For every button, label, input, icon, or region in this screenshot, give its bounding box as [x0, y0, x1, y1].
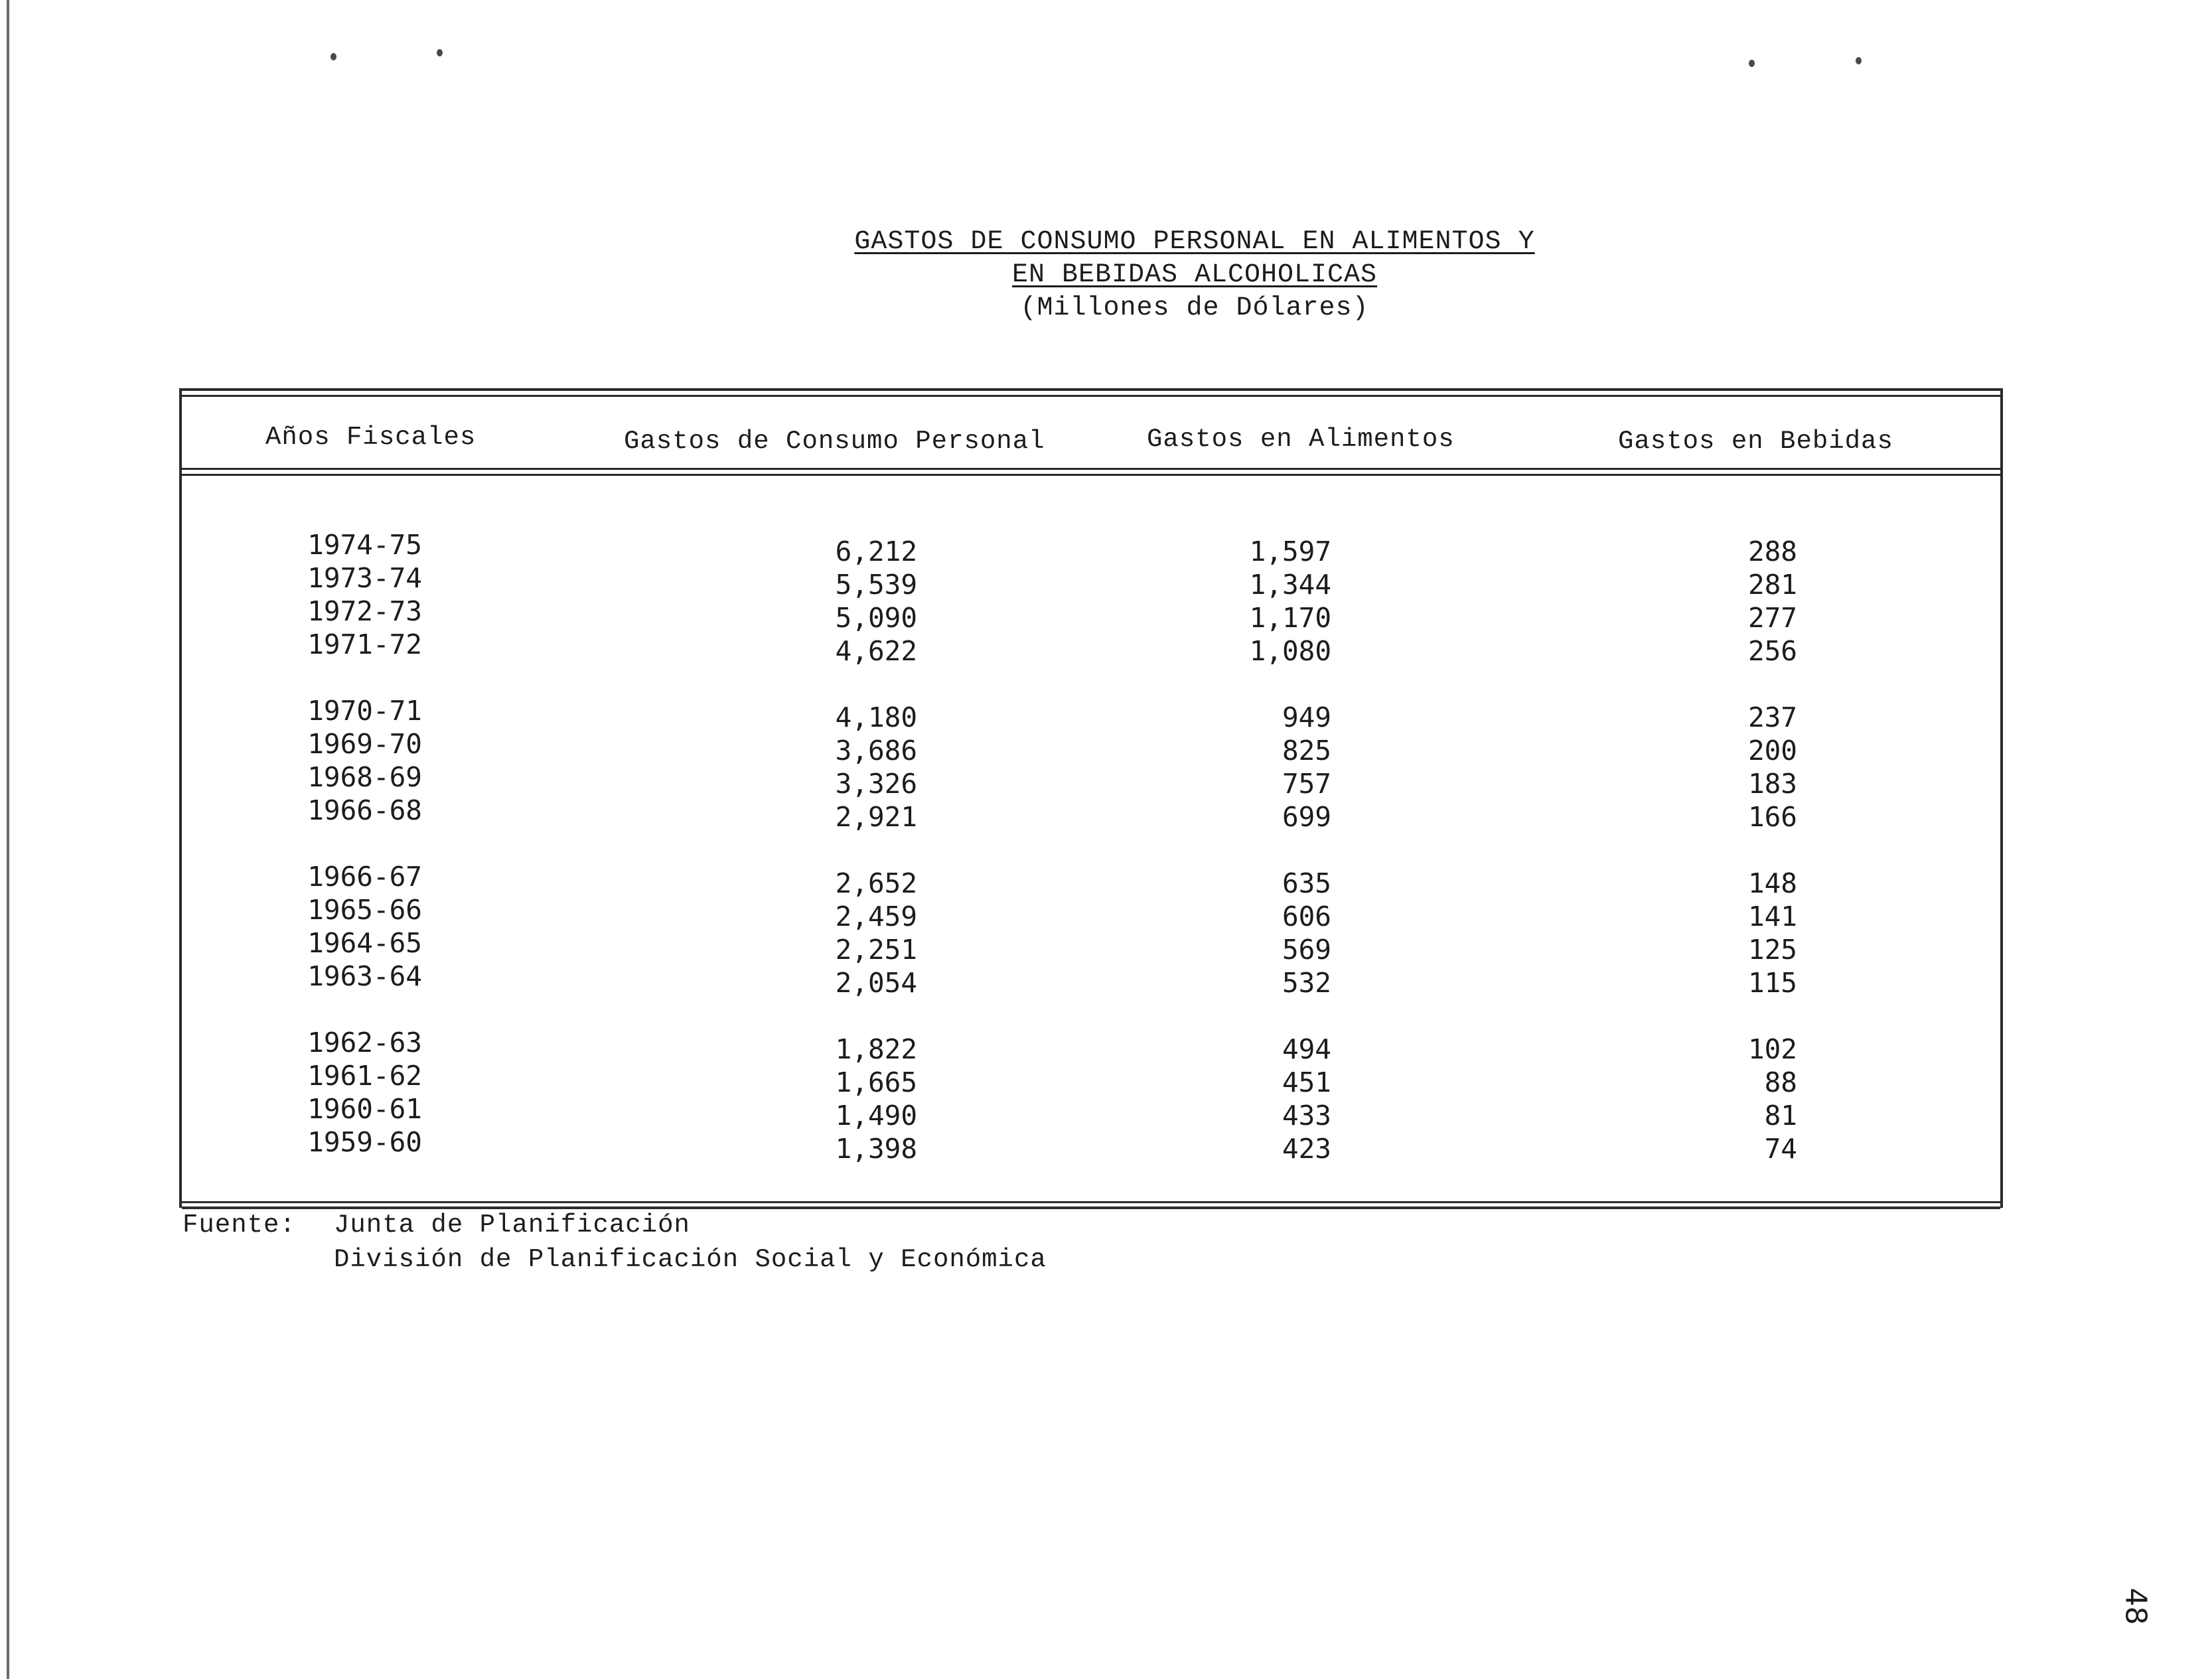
table-cell-consumo: 5,090 [835, 602, 917, 634]
table-cell-bebidas: 102 [1747, 1033, 1797, 1065]
page-number: 48 [2118, 1587, 2153, 1625]
table-cell-consumo: 3,686 [835, 735, 917, 767]
table-cell-alimentos: 569 [1282, 934, 1331, 966]
table-cell-alimentos: 699 [1282, 801, 1331, 833]
table-cell-alimentos: 949 [1282, 701, 1331, 733]
table-cell-consumo: 6,212 [835, 536, 917, 567]
table-cell-alimentos: 606 [1282, 901, 1331, 932]
table-cell-bebidas: 125 [1747, 934, 1797, 966]
table-cell-year: 1969-70 [307, 728, 422, 760]
table-cell-alimentos: 825 [1282, 735, 1331, 767]
table-cell-year: 1968-69 [307, 761, 422, 793]
table-cell-alimentos: 1,597 [1249, 536, 1331, 567]
scan-speck [1856, 57, 1862, 64]
table-cell-alimentos: 451 [1282, 1066, 1331, 1098]
table-cell-bebidas: 141 [1747, 901, 1797, 932]
table-cell-bebidas: 288 [1747, 536, 1797, 567]
scan-edge [7, 0, 9, 1679]
table-cell-year: 1959-60 [307, 1126, 422, 1158]
table-cell-consumo: 3,326 [835, 768, 917, 800]
table-cell-alimentos: 1,080 [1249, 635, 1331, 667]
table-cell-consumo: 1,398 [835, 1133, 917, 1165]
table-cell-bebidas: 256 [1747, 635, 1797, 667]
table-cell-alimentos: 757 [1282, 768, 1331, 800]
table-title [664, 226, 1726, 325]
header-gastos-bebidas: Gastos en Bebidas [1618, 427, 1893, 456]
table-cell-bebidas: 81 [1764, 1100, 1797, 1132]
header-gastos-alimentos: Gastos en Alimentos [1147, 425, 1455, 454]
table-cell-bebidas: 277 [1747, 602, 1797, 634]
header-bottom-rule [182, 474, 2000, 476]
table-cell-consumo: 5,539 [835, 569, 917, 601]
table-cell-consumo: 2,459 [835, 901, 917, 932]
source-line-1: Junta de Planificación [334, 1210, 690, 1240]
table-cell-alimentos: 423 [1282, 1133, 1331, 1165]
table-cell-year: 1974-75 [307, 529, 422, 561]
source-label: Fuente: [183, 1210, 296, 1240]
table-cell-consumo: 4,622 [835, 635, 917, 667]
table-cell-year: 1971-72 [307, 628, 422, 660]
header-gastos-consumo-personal: Gastos de Consumo Personal [624, 427, 1045, 456]
table-cell-year: 1970-71 [307, 695, 422, 727]
table-cell-consumo: 4,180 [835, 701, 917, 733]
table-cell-year: 1973-74 [307, 562, 422, 594]
table-cell-alimentos: 1,344 [1249, 569, 1331, 601]
table-cell-year: 1961-62 [307, 1060, 422, 1092]
table-bottom-rule [182, 1201, 2000, 1203]
table-cell-consumo: 1,665 [835, 1066, 917, 1098]
table-cell-alimentos: 1,170 [1249, 602, 1331, 634]
table-cell-bebidas: 183 [1747, 768, 1797, 800]
table-cell-alimentos: 635 [1282, 867, 1331, 899]
table-cell-consumo: 1,490 [835, 1100, 917, 1132]
table-cell-year: 1964-65 [307, 927, 422, 959]
table-top-rule [182, 395, 2000, 397]
header-anos-fiscales: Años Fiscales [265, 423, 477, 452]
table-top-rule [182, 388, 2000, 391]
table-cell-year: 1960-61 [307, 1093, 422, 1125]
scan-speck [331, 53, 336, 60]
table-cell-bebidas: 200 [1747, 735, 1797, 767]
title-line-2: EN BEBIDAS ALCOHOLICAS [1011, 260, 1378, 290]
table-cell-year: 1972-73 [307, 595, 422, 627]
table-cell-consumo: 1,822 [835, 1033, 917, 1065]
source-line-2: División de Planificación Social y Económica [334, 1245, 1047, 1274]
table-cell-consumo: 2,054 [835, 967, 917, 999]
scan-speck [1749, 60, 1755, 67]
header-bottom-rule [182, 468, 2000, 470]
table-cell-bebidas: 166 [1747, 801, 1797, 833]
table-cell-consumo: 2,251 [835, 934, 917, 966]
scan-speck [437, 49, 443, 56]
table-cell-year: 1962-63 [307, 1027, 422, 1058]
title-line-1: GASTOS DE CONSUMO PERSONAL EN ALIMENTOS Y [854, 227, 1535, 257]
table-cell-bebidas: 115 [1747, 967, 1797, 999]
table-cell-bebidas: 237 [1747, 701, 1797, 733]
table-cell-bebidas: 74 [1764, 1133, 1797, 1165]
table-cell-year: 1966-68 [307, 794, 422, 826]
table-cell-year: 1965-66 [307, 894, 422, 926]
table-cell-alimentos: 532 [1282, 967, 1331, 999]
source-note [183, 1208, 1047, 1277]
table-cell-consumo: 2,921 [835, 801, 917, 833]
table-cell-consumo: 2,652 [835, 867, 917, 899]
table-cell-alimentos: 494 [1282, 1033, 1331, 1065]
title-line-3: (Millones de Dólares) [1020, 293, 1369, 323]
table-cell-bebidas: 281 [1747, 569, 1797, 601]
table-cell-bebidas: 148 [1747, 867, 1797, 899]
data-table [179, 388, 2003, 1208]
table-cell-year: 1963-64 [307, 960, 422, 992]
table-cell-bebidas: 88 [1764, 1066, 1797, 1098]
table-cell-year: 1966-67 [307, 861, 422, 893]
table-cell-alimentos: 433 [1282, 1100, 1331, 1132]
